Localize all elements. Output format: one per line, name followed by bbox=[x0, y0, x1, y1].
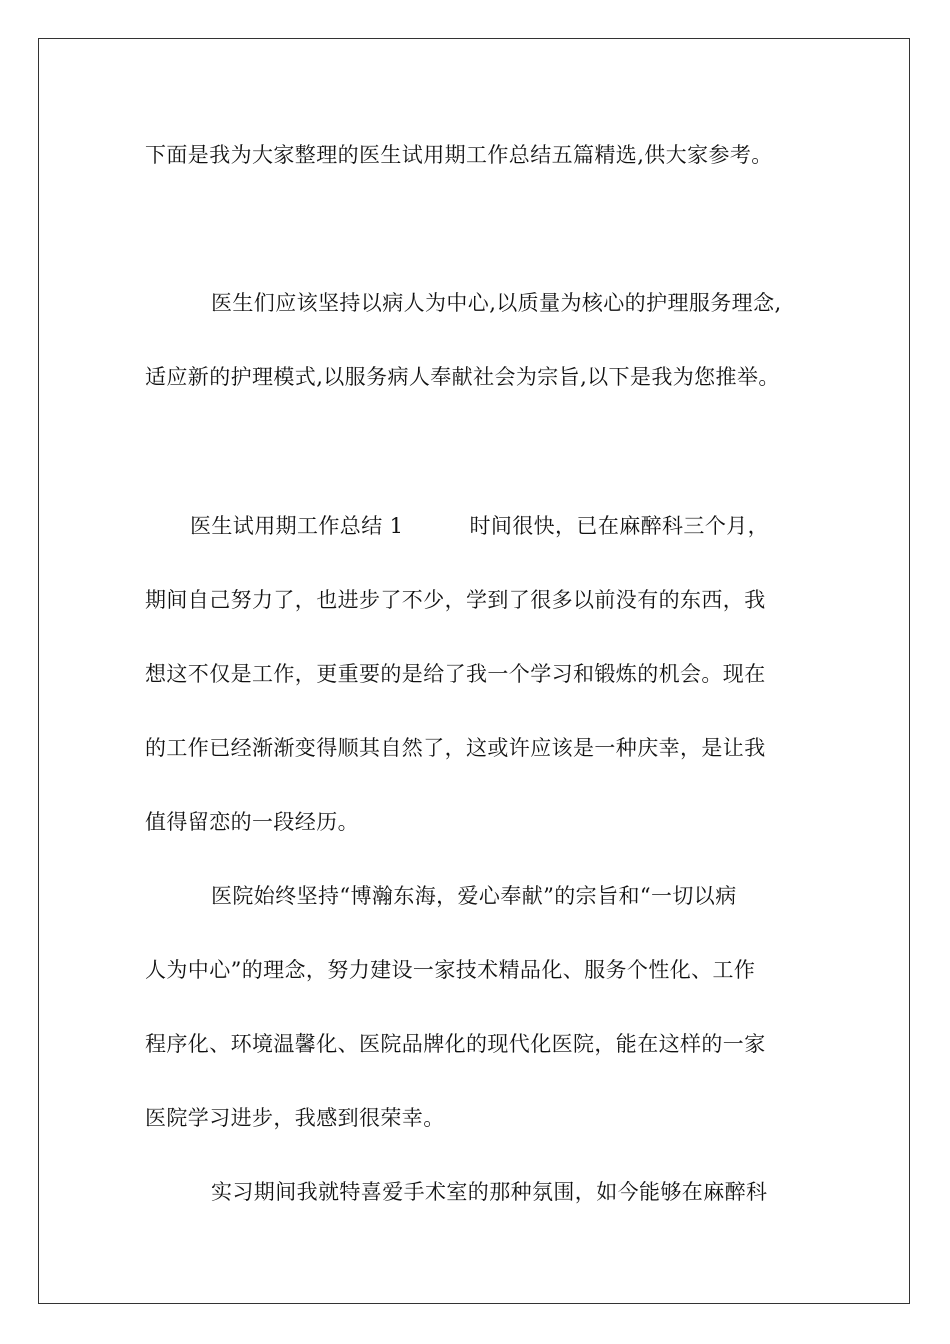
intro-line: 下面是我为大家整理的医生试用期工作总结五篇精选,供大家参考。 bbox=[145, 143, 773, 167]
summary-line-2: 适应新的护理模式,以服务病人奉献社会为宗旨,以下是我为您推举。 bbox=[145, 365, 780, 389]
paragraph2-line-4: 医院学习进步，我感到很荣幸。 bbox=[145, 1106, 445, 1130]
paragraph1-line-1: 期间自己努力了，也进步了不少，学到了很多以前没有的东西，我 bbox=[145, 588, 766, 612]
paragraph1-line-3: 的工作已经渐渐变得顺其自然了，这或许应该是一种庆幸，是让我 bbox=[145, 736, 766, 760]
paragraph2-line-3: 程序化、环境温馨化、医院品牌化的现代化医院，能在这样的一家 bbox=[145, 1032, 766, 1056]
section-title: 医生试用期工作总结 1 bbox=[190, 514, 404, 538]
section-first-line: 时间很快，已在麻醉科三个月， bbox=[469, 514, 770, 538]
paragraph3-line-1: 实习期间我就特喜爱手术室的那种氛围，如今能够在麻醉科 bbox=[211, 1180, 768, 1204]
paragraph2-line-2: 人为中心”的理念，努力建设一家技术精品化、服务个性化、工作 bbox=[145, 958, 756, 982]
paragraph1-line-4: 值得留恋的一段经历。 bbox=[145, 810, 359, 834]
section-heading-line bbox=[190, 516, 769, 537]
paragraph1-line-2: 想这不仅是工作，更重要的是给了我一个学习和锻炼的机会。现在 bbox=[145, 662, 766, 686]
summary-line-1: 医生们应该坚持以病人为中心,以质量为核心的护理服务理念, bbox=[211, 291, 782, 315]
paragraph2-line-1: 医院始终坚持“博瀚东海，爱心奉献”的宗旨和“一切以病 bbox=[211, 884, 737, 908]
